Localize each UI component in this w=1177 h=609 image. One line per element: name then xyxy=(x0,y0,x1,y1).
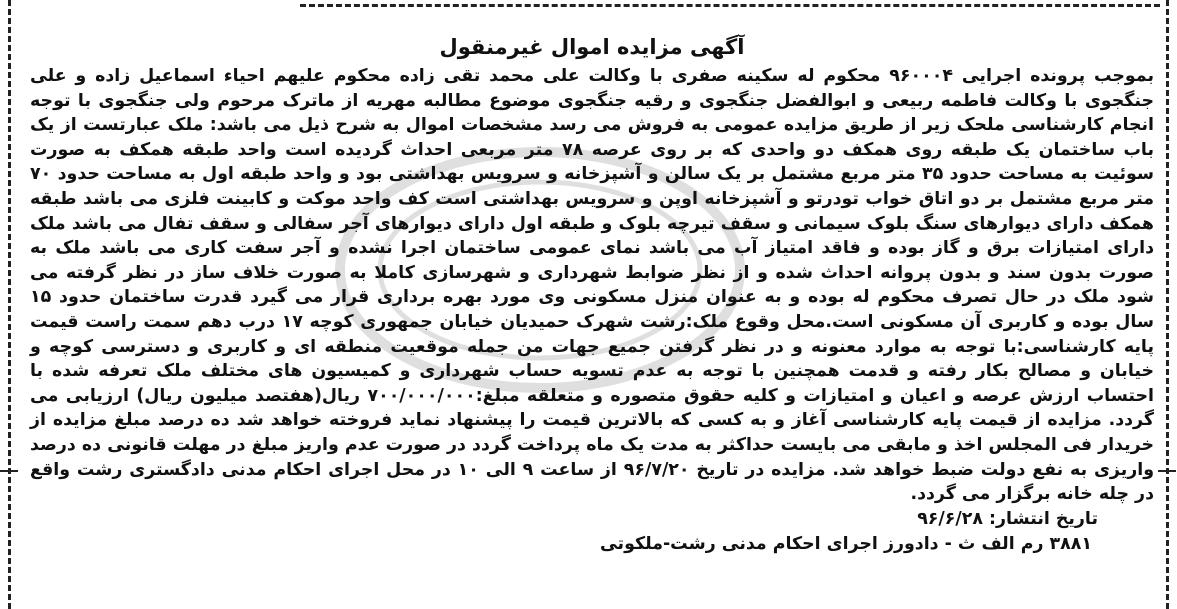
notice-body: بموجب پرونده اجرایی ۹۶۰۰۰۴ محکوم له سکینه صفری با وکالت علی محمد تقی زاده محکوم علیهم احیاء اسماعیل زاده و علی جنگجوی با وکالت فاطمه ربیعی و ابوالفضل جنگجوی و رقیه جنگجوی موضوع مطالبه مهریه از ماترک مرحوم ولی جنگجوی با توجه انجام کارشناسی ملحک زیر از طریق مزایده عمومی به فروش می رسد مشخصات اموال به شرح ذیل می باشد: ملک عبارتست از یک باب ساختمان یک طبقه روی همکف دو واحدی که بر روی عرصه ۷۸ متر مربعی احداث گردیده است واحد طبقه همکف به صورت سوئیت به مساحت حدود ۳۵ متر مربع مشتمل بر یک سالن و آشپزخانه و سرویس بهداشتی بود و واحد طبقه اول به مساحت حدود ۷۰ متر مربع مشتمل بر دو اتاق خواب تودرتو و آشپزخانه اوپن و سرویس بهداشتی است کف واحد موکت و کابینت فلزی می باشد طبقه همکف دارای دیوارهای سنگ بلوک سیمانی و سقف تیرچه بلوک و طبقه اول دارای دیوارهای آجر سفالی و سقف تفال می باشد ملک دارای امتیازات برق و گاز بوده و فاقد امتیاز آب می باشد نمای عمومی ساختمان اجرا نشده و آجر سفت کاری می باشد ملک به صورت بدون سند و بدون پروانه احداث شده و از نظر ضوابط شهرداری و شهرسازی کاملا به صورت خلاف ساز در نظر گرفته می شود ملک در حال تصرف محکوم له بوده و به عنوان منزل مسکونی وی مورد بهره برداری قرار می گیرد قدرت ساختمان حدود ۱۵ سال بوده و کاربری آن مسکونی است.محل وقوع ملک:رشت شهرک حمیدیان خیابان جمهوری کوچه ۱۷ درب دهم سمت راست قیمت پایه کارشناسی:با توجه به موارد معنونه و در نظر گرفتن جمیع جهات من جمله موقعیت منطقه ای و کاربری و دسترسی کوچه و خیابان و مصالح بکار رفته و قدمت همچنین با توجه به عدم تسویه حساب شهرداری و کمیسیون های مختلف ملک تعرفه شده با احتساب ارزش عرصه و اعیان و امتیازات و کلیه حقوق متصوره و متعلقه مبلغ:۷۰۰/۰۰۰/۰۰۰ ریال(هفتصد میلیون ریال) ارزیابی می گردد. مزایده از قیمت پایه کارشناسی آغاز و به کسی که بالاترین قیمت را پیشنهاد نماید فروخته خواهد شد ده درصد مبلغ مزایده از خریدار فی المجلس اخذ و مابقی می بایست حداکثر به مدت یک ماه پرداخت گردد در صورت عدم واریز مبلغ در مهلت قانونی ده درصد واریزی به نفع دولت ضبط خواهد شد. مزایده در تاریخ ۹۶/۷/۲۰ از ساعت ۹ الی ۱۰ در محل اجرای احکام مدنی دادگستری رشت واقع در چله خانه برگزار می گردد. xyxy=(30,66,1155,505)
left-column-marker xyxy=(0,470,18,472)
publish-date: تاریخ انتشار: ۹۶/۶/۲۸ xyxy=(917,508,1098,529)
right-dashed-border xyxy=(1166,0,1169,609)
top-dashed-border xyxy=(300,4,1160,7)
auction-notice xyxy=(30,32,1154,557)
right-column-marker xyxy=(1158,470,1176,472)
notice-title: آگهی مزایده اموال غیرمنقول xyxy=(439,35,745,59)
left-dashed-border xyxy=(8,0,11,609)
signature-line: ۳۸۸۱ رم الف ث - دادورز اجرای احکام مدنی رشت-ملکوتی xyxy=(599,533,1092,554)
